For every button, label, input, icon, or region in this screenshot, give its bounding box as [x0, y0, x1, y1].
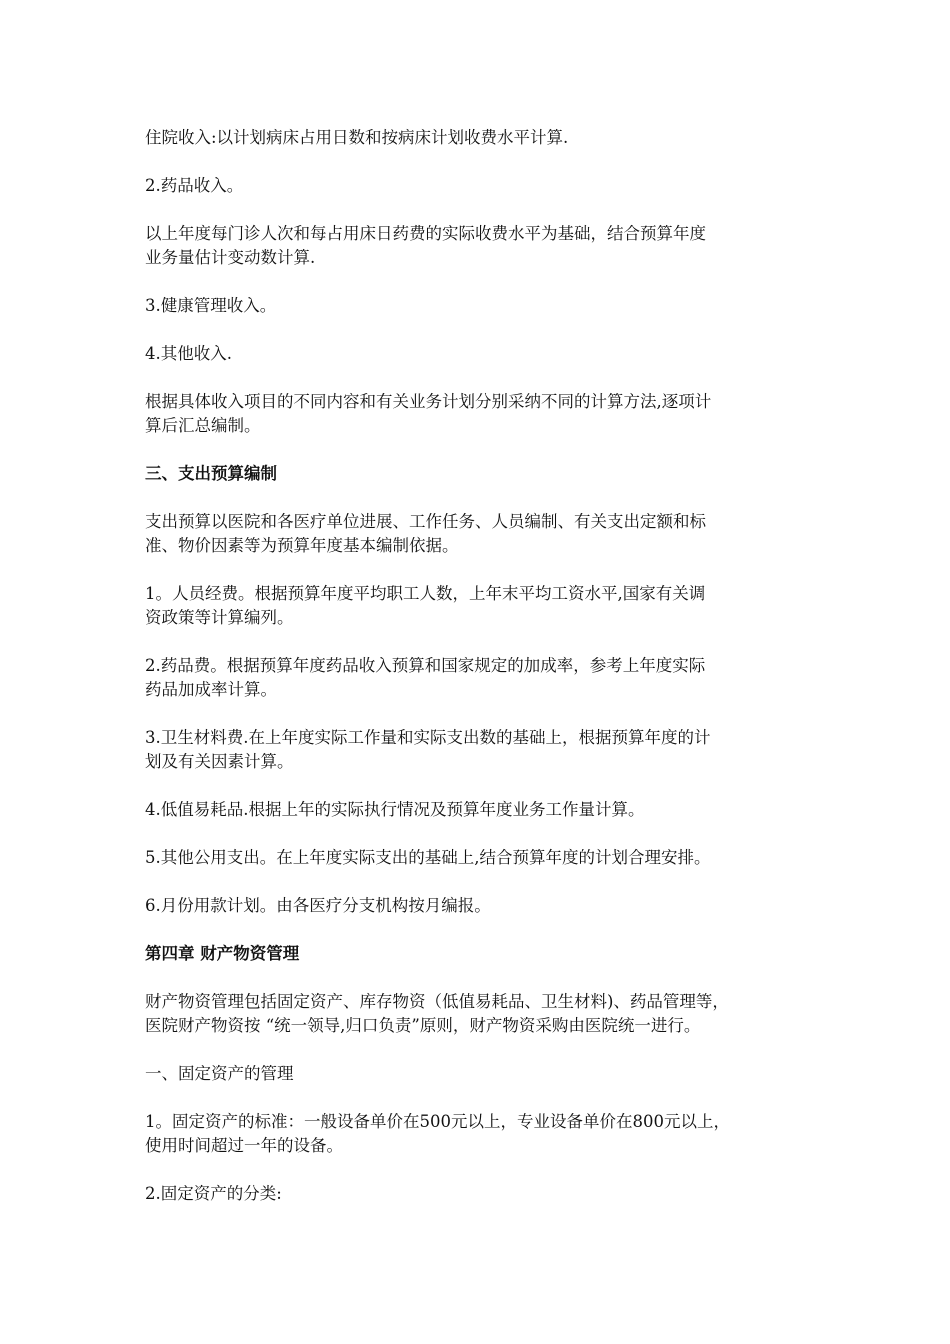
text-line: 5.其他公用支出。在上年度实际支出的基础上,结合预算年度的计划合理安排。 [145, 848, 711, 867]
low-value-item [145, 798, 815, 822]
property-mgmt-para [145, 990, 815, 1038]
text-line: 3.卫生材料费.在上年度实际工作量和实际支出数的基础上，根据预算年度的计 [145, 728, 711, 747]
medical-material-item [145, 726, 815, 774]
other-public-expense-item [145, 846, 815, 870]
fixed-asset-category-item [145, 1182, 815, 1206]
text-line: 资政策等计算编列。 [145, 608, 294, 627]
text-line: 2.药品收入。 [145, 176, 244, 195]
monthly-plan-item [145, 894, 815, 918]
text-line: 1。人员经费。根据预算年度平均职工人数，上年末平均工资水平,国家有关调 [145, 584, 706, 603]
other-income-para [145, 390, 815, 438]
drug-income-para [145, 222, 815, 270]
text-line: 划及有关因素计算。 [145, 752, 294, 771]
text-line: 以上年度每门诊人次和每占用床日药费的实际收费水平为基础，结合预算年度 [145, 224, 706, 243]
text-line: 业务量估计变动数计算. [145, 248, 316, 267]
chapter-four-heading: 第四章 财产物资管理 [145, 944, 300, 963]
text-line: 财产物资管理包括固定资产、库存物资（低值易耗品、卫生材料)、药品管理等， [145, 992, 729, 1011]
text-line: 医院财产物资按 “统一领导,归口负责”原则，财产物资采购由医院统一进行。 [145, 1016, 701, 1035]
drug-income-item [145, 174, 815, 198]
expense-budget-heading: 三、支出预算编制 [145, 464, 277, 483]
health-mgmt-income-item [145, 294, 815, 318]
drug-expense-item [145, 654, 815, 702]
text-line: 一、固定资产的管理 [145, 1064, 294, 1083]
text-line: 支出预算以医院和各医疗单位进展、工作任务、人员编制、有关支出定额和标 [145, 512, 706, 531]
document-page [145, 126, 815, 1230]
expense-budget-para [145, 510, 815, 558]
text-line: 住院收入:以计划病床占用日数和按病床计划收费水平计算. [145, 128, 569, 147]
personnel-expense-item [145, 582, 815, 630]
text-line: 准、物价因素等为预算年度基本编制依据。 [145, 536, 459, 555]
text-line: 药品加成率计算。 [145, 680, 277, 699]
fixed-asset-section [145, 1062, 815, 1086]
text-line: 算后汇总编制。 [145, 416, 261, 435]
text-line: 4.低值易耗品.根据上年的实际执行情况及预算年度业务工作量计算。 [145, 800, 645, 819]
text-line: 使用时间超过一年的设备。 [145, 1136, 343, 1155]
text-line: 1。固定资产的标准：一般设备单价在500元以上，专业设备单价在800元以上， [145, 1112, 730, 1131]
text-line: 3.健康管理收入。 [145, 296, 277, 315]
text-line: 4.其他收入. [145, 344, 232, 363]
text-line: 6.月份用款计划。由各医疗分支机构按月编报。 [145, 896, 491, 915]
other-income-item [145, 342, 815, 366]
text-line: 2.固定资产的分类: [145, 1184, 282, 1203]
fixed-asset-standard-item [145, 1110, 815, 1158]
text-line: 2.药品费。根据预算年度药品收入预算和国家规定的加成率，参考上年度实际 [145, 656, 706, 675]
text-line: 根据具体收入项目的不同内容和有关业务计划分别采纳不同的计算方法,逐项计 [145, 392, 712, 411]
inpatient-income-para [145, 126, 815, 150]
